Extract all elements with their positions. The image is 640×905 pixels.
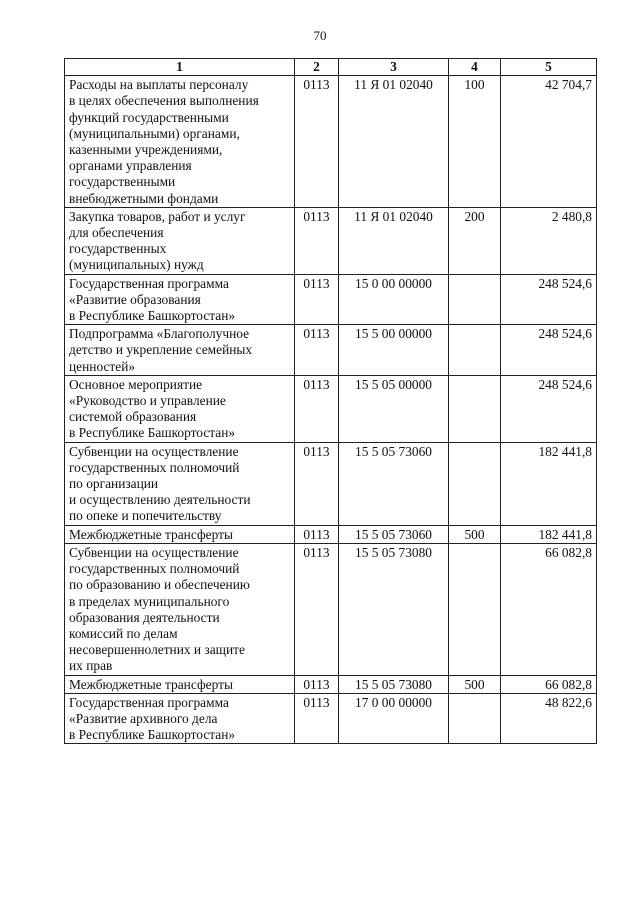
cell-expense-type <box>449 442 501 525</box>
cell-name-line: Расходы на выплаты персоналу <box>69 77 249 93</box>
cell-section: 0113 <box>295 693 339 744</box>
cell-name-line: комиссий по делам <box>69 625 178 641</box>
cell-expense-type <box>449 325 501 376</box>
table-row <box>65 325 597 376</box>
cell-name-line: Межбюджетные трансферты <box>69 526 233 542</box>
cell-name-line: функций государственными <box>69 109 229 125</box>
cell-name-line: Подпрограмма «Благополучное <box>69 326 250 342</box>
cell-name <box>65 525 295 543</box>
header-col-2: 2 <box>295 59 339 76</box>
cell-name-line: ценностей» <box>69 358 136 374</box>
table-row <box>65 442 597 525</box>
cell-name-line: казенными учреждениями, <box>69 142 223 158</box>
cell-name-line: в Республике Башкортостан» <box>69 308 236 324</box>
cell-name-line: по организации <box>69 476 159 492</box>
cell-name-line: их прав <box>69 658 113 674</box>
cell-target-article: 15 5 05 73060 <box>339 442 449 525</box>
cell-name-line: государственных полномочий <box>69 561 240 577</box>
table-row <box>65 693 597 744</box>
cell-name-line: по опеке и попечительству <box>69 508 222 524</box>
cell-name-line: Субвенции на осуществление <box>69 544 239 560</box>
cell-amount: 248 524,6 <box>501 375 597 442</box>
header-col-5: 5 <box>501 59 597 76</box>
cell-target-article: 11 Я 01 02040 <box>339 76 449 208</box>
cell-name-line: Основное мероприятие <box>69 376 203 392</box>
cell-name-line: «Развитие архивного дела <box>69 710 218 726</box>
header-col-4: 4 <box>449 59 501 76</box>
cell-amount: 66 082,8 <box>501 675 597 693</box>
cell-name-line: для обеспечения <box>69 225 164 241</box>
cell-name <box>65 207 295 274</box>
cell-target-article: 15 5 00 00000 <box>339 325 449 376</box>
cell-expense-type <box>449 543 501 675</box>
cell-name-line: государственных <box>69 241 167 257</box>
cell-expense-type: 200 <box>449 207 501 274</box>
cell-expense-type <box>449 693 501 744</box>
cell-section: 0113 <box>295 274 339 325</box>
cell-name-line: государственных полномочий <box>69 459 240 475</box>
cell-name-line: (муниципальными) органами, <box>69 125 240 141</box>
header-col-3: 3 <box>339 59 449 76</box>
cell-name-line: «Развитие образования <box>69 291 201 307</box>
cell-target-article: 15 5 05 73060 <box>339 525 449 543</box>
cell-name-line: несовершеннолетних и защите <box>69 642 245 658</box>
cell-name-line: внебюджетными фондами <box>69 190 219 206</box>
cell-name <box>65 442 295 525</box>
table-body <box>65 76 597 744</box>
table-row <box>65 274 597 325</box>
cell-expense-type: 500 <box>449 525 501 543</box>
budget-table <box>64 58 597 744</box>
cell-name-line: системой образования <box>69 409 197 425</box>
cell-target-article: 11 Я 01 02040 <box>339 207 449 274</box>
table-row <box>65 543 597 675</box>
cell-name <box>65 375 295 442</box>
cell-section: 0113 <box>295 525 339 543</box>
cell-section: 0113 <box>295 325 339 376</box>
cell-expense-type <box>449 274 501 325</box>
cell-name <box>65 543 295 675</box>
cell-section: 0113 <box>295 543 339 675</box>
cell-name-line: и осуществлению деятельности <box>69 492 251 508</box>
cell-name <box>65 693 295 744</box>
table-row <box>65 76 597 208</box>
table-row <box>65 525 597 543</box>
table-row <box>65 675 597 693</box>
cell-name-line: Субвенции на осуществление <box>69 443 239 459</box>
table-row <box>65 375 597 442</box>
cell-name <box>65 76 295 208</box>
cell-target-article: 15 0 00 00000 <box>339 274 449 325</box>
header-row <box>65 59 597 76</box>
cell-name <box>65 675 295 693</box>
cell-name-line: детство и укрепление семейных <box>69 342 253 358</box>
cell-name <box>65 325 295 376</box>
header-col-1: 1 <box>65 59 295 76</box>
cell-name-line: Межбюджетные трансферты <box>69 676 233 692</box>
cell-amount: 2 480,8 <box>501 207 597 274</box>
cell-name-line: в целях обеспечения выполнения <box>69 93 259 109</box>
cell-name-line: в Республике Башкортостан» <box>69 425 236 441</box>
cell-name-line: в пределах муниципального <box>69 593 230 609</box>
cell-expense-type: 500 <box>449 675 501 693</box>
cell-section: 0113 <box>295 442 339 525</box>
cell-amount: 66 082,8 <box>501 543 597 675</box>
cell-section: 0113 <box>295 375 339 442</box>
cell-section: 0113 <box>295 76 339 208</box>
cell-name-line: «Руководство и управление <box>69 393 226 409</box>
cell-name-line: (муниципальных) нужд <box>69 257 204 273</box>
cell-amount: 48 822,6 <box>501 693 597 744</box>
cell-amount: 42 704,7 <box>501 76 597 208</box>
cell-amount: 182 441,8 <box>501 525 597 543</box>
cell-name-line: Государственная программа <box>69 275 229 291</box>
cell-section: 0113 <box>295 675 339 693</box>
cell-name-line: в Республике Башкортостан» <box>69 727 236 743</box>
table-row <box>65 207 597 274</box>
cell-name-line: Государственная программа <box>69 694 229 710</box>
cell-target-article: 17 0 00 00000 <box>339 693 449 744</box>
cell-name <box>65 274 295 325</box>
cell-name-line: Закупка товаров, работ и услуг <box>69 208 246 224</box>
cell-amount: 248 524,6 <box>501 274 597 325</box>
cell-target-article: 15 5 05 00000 <box>339 375 449 442</box>
cell-name-line: государственными <box>69 174 176 190</box>
cell-section: 0113 <box>295 207 339 274</box>
cell-amount: 248 524,6 <box>501 325 597 376</box>
cell-name-line: по образованию и обеспечению <box>69 577 250 593</box>
cell-target-article: 15 5 05 73080 <box>339 543 449 675</box>
cell-expense-type: 100 <box>449 76 501 208</box>
cell-amount: 182 441,8 <box>501 442 597 525</box>
cell-name-line: образования деятельности <box>69 609 220 625</box>
cell-expense-type <box>449 375 501 442</box>
cell-target-article: 15 5 05 73080 <box>339 675 449 693</box>
page-number: 70 <box>313 28 327 43</box>
cell-name-line: органами управления <box>69 158 192 174</box>
